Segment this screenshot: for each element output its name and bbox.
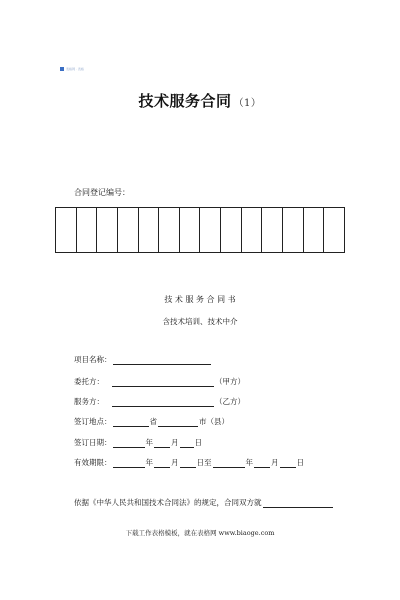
signing-year-text: 年 bbox=[145, 438, 153, 447]
signing-day-text: 日 bbox=[194, 438, 202, 447]
validity-start-year-text: 年 bbox=[145, 458, 153, 467]
signing-date-label: 签订日期： bbox=[74, 438, 112, 447]
city-blank[interactable] bbox=[158, 418, 198, 427]
validity-end-month-blank[interactable] bbox=[254, 459, 270, 468]
validity-field bbox=[74, 457, 304, 468]
document-title-text: 技术服务合同 bbox=[138, 92, 232, 110]
validity-start-day-blank[interactable] bbox=[180, 459, 196, 468]
document-subnote: 含技术培训、技术中介 bbox=[162, 317, 238, 326]
registration-label: 合同登记编号： bbox=[74, 188, 130, 197]
registration-cell[interactable] bbox=[304, 208, 325, 252]
provider-suffix: （乙方） bbox=[215, 397, 245, 406]
registration-cell[interactable] bbox=[221, 208, 242, 252]
client-field bbox=[74, 376, 245, 387]
registration-cell[interactable] bbox=[283, 208, 304, 252]
registration-cell[interactable] bbox=[180, 208, 201, 252]
validity-end-year-text: 年 bbox=[245, 458, 253, 467]
project-name-label: 项目名称： bbox=[74, 355, 112, 364]
signing-place-label: 签订地点： bbox=[74, 417, 112, 426]
logo bbox=[60, 67, 84, 71]
footer-text: 下载工作表格模板，就在表格网 www.biaoge.com bbox=[125, 529, 275, 537]
client-label: 委托方： bbox=[74, 377, 104, 386]
contract-clause-text: 依据《中华人民共和国技术合同法》的规定，合同双方就 bbox=[74, 498, 262, 507]
registration-cell[interactable] bbox=[159, 208, 180, 252]
validity-end-year-blank[interactable] bbox=[213, 459, 245, 468]
province-text: 省 bbox=[149, 417, 157, 426]
logo-text: 表格网 · 表格 bbox=[66, 67, 84, 71]
registration-cell[interactable] bbox=[262, 208, 283, 252]
provider-field bbox=[74, 396, 245, 407]
province-blank[interactable] bbox=[113, 418, 149, 427]
document-title bbox=[0, 90, 400, 111]
registration-cell[interactable] bbox=[118, 208, 139, 252]
validity-start-month-text: 月 bbox=[171, 458, 179, 467]
registration-cell[interactable] bbox=[56, 208, 77, 252]
provider-label: 服务方： bbox=[74, 397, 104, 406]
city-text: 市（县） bbox=[199, 417, 229, 426]
contract-clause-blank[interactable] bbox=[263, 499, 333, 508]
client-blank[interactable] bbox=[112, 378, 214, 387]
registration-number-grid bbox=[55, 207, 345, 253]
registration-cell[interactable] bbox=[139, 208, 160, 252]
validity-start-year-blank[interactable] bbox=[113, 459, 145, 468]
document-title-suffix: （1） bbox=[233, 98, 262, 109]
validity-label: 有效期限： bbox=[74, 458, 112, 467]
registration-cell[interactable] bbox=[97, 208, 118, 252]
signing-month-blank[interactable] bbox=[154, 439, 170, 448]
validity-start-month-blank[interactable] bbox=[154, 459, 170, 468]
provider-blank[interactable] bbox=[112, 398, 214, 407]
registration-cell[interactable] bbox=[242, 208, 263, 252]
signing-place-field bbox=[74, 416, 229, 427]
document-subtitle: 技 术 服 务 合 同 书 bbox=[164, 295, 236, 304]
validity-end-month-text: 月 bbox=[271, 458, 279, 467]
signing-date-field bbox=[74, 437, 202, 448]
project-name-field bbox=[74, 354, 212, 365]
validity-end-day-blank[interactable] bbox=[280, 459, 296, 468]
contract-clause bbox=[74, 497, 334, 508]
registration-cell[interactable] bbox=[77, 208, 98, 252]
project-name-blank[interactable] bbox=[113, 356, 211, 365]
client-suffix: （甲方） bbox=[215, 377, 245, 386]
registration-cell[interactable] bbox=[200, 208, 221, 252]
logo-icon bbox=[60, 67, 64, 71]
registration-cell[interactable] bbox=[324, 208, 344, 252]
signing-month-text: 月 bbox=[171, 438, 179, 447]
validity-to-text: 日至 bbox=[196, 458, 212, 467]
signing-day-blank[interactable] bbox=[180, 439, 194, 448]
signing-year-blank[interactable] bbox=[113, 439, 145, 448]
validity-end-day-text: 日 bbox=[296, 458, 304, 467]
